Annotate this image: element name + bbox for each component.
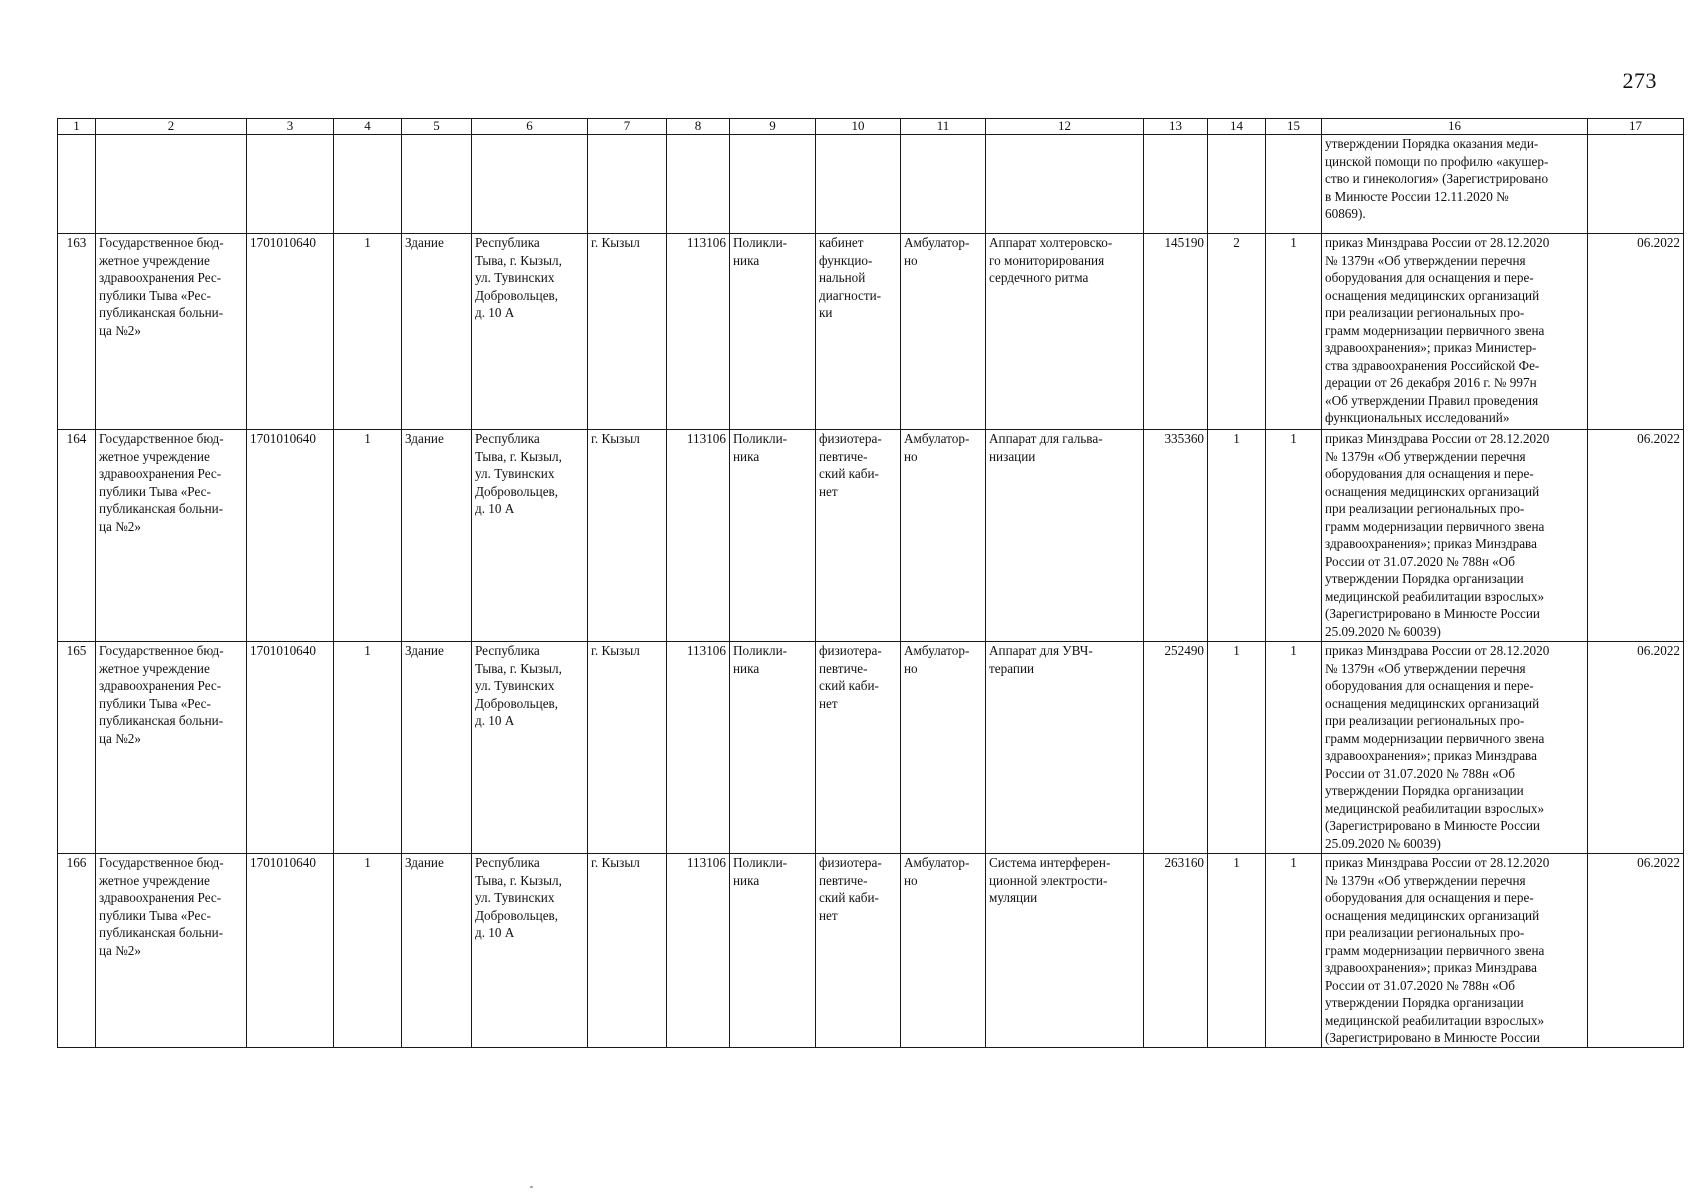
- cell-cost: 263160: [1144, 854, 1208, 1048]
- cell-equipment: Аппарат холтеровско- го мониторирования сердечного ритма: [986, 234, 1144, 430]
- column-header: 10: [816, 119, 901, 135]
- cell-col15: 1: [1266, 430, 1322, 642]
- cell-address: Республика Тыва, г. Кызыл, ул. Тувинских Добровольцев, д. 10 А: [472, 430, 588, 642]
- cell-cost: 145190: [1144, 234, 1208, 430]
- cell-care-condition: Амбулатор- но: [901, 234, 986, 430]
- cell-legal-basis: утверждении Порядка оказания меди- цинской помощи по профилю «акушер- ство и гинекология» (Зарегистрировано в Минюсте России 12.11.2020 № 60869).: [1322, 135, 1588, 234]
- cell-col4: 1: [334, 234, 402, 430]
- column-header: 15: [1266, 119, 1322, 135]
- cell-department: физиотера- певтиче- ский каби- нет: [816, 854, 901, 1048]
- cell-inn: 1701010640: [247, 430, 334, 642]
- column-header: 16: [1322, 119, 1588, 135]
- cell-empty: [1208, 135, 1266, 234]
- table-row: [58, 642, 1684, 854]
- cell-col15: 1: [1266, 854, 1322, 1048]
- cell-empty: [1266, 135, 1322, 234]
- cell-empty: [247, 135, 334, 234]
- cell-department: физиотера- певтиче- ский каби- нет: [816, 430, 901, 642]
- cell-empty: [334, 135, 402, 234]
- column-header: 7: [588, 119, 667, 135]
- cell-legal-basis: приказ Минздрава России от 28.12.2020 № 1379н «Об утверждении перечня оборудования для оснащения и пере- оснащения медицинских организаций при реализации региональных про- грамм модернизации первичного звена здравоохранения»; приказ Минздрава России от 31.07.2020 № 788н «Об утверждении Порядка организации медицинской реабилитации взрослых» (Зарегистрировано в Минюсте России 25.09.2020 № 60039): [1322, 642, 1588, 854]
- cell-empty: [901, 135, 986, 234]
- column-header: 14: [1208, 119, 1266, 135]
- cell-code: 113106: [667, 854, 730, 1048]
- cell-city: г. Кызыл: [588, 234, 667, 430]
- column-number-row: [58, 119, 1684, 135]
- table-row: [58, 234, 1684, 430]
- cell-inn: 1701010640: [247, 234, 334, 430]
- column-header: 2: [96, 119, 247, 135]
- cell-object-type: Здание: [402, 854, 472, 1048]
- column-header: 3: [247, 119, 334, 135]
- cell-equipment: Система интерферен- ционной электрости- муляции: [986, 854, 1144, 1048]
- cell-organization: Государственное бюд- жетное учреждение здравоохранения Рес- публики Тыва «Рес- публиканская больни- ца №2»: [96, 234, 247, 430]
- cell-empty: [667, 135, 730, 234]
- column-header: 8: [667, 119, 730, 135]
- cell-empty: [1144, 135, 1208, 234]
- cell-col14: 1: [1208, 642, 1266, 854]
- cell-inn: 1701010640: [247, 854, 334, 1048]
- cell-empty: [588, 135, 667, 234]
- column-header: 17: [1588, 119, 1684, 135]
- cell-organization: Государственное бюд- жетное учреждение здравоохранения Рес- публики Тыва «Рес- публиканская больни- ца №2»: [96, 430, 247, 642]
- cell-empty: [402, 135, 472, 234]
- cell-object-type: Здание: [402, 430, 472, 642]
- cell-col4: 1: [334, 642, 402, 854]
- cell-city: г. Кызыл: [588, 854, 667, 1048]
- cell-empty: [1588, 135, 1684, 234]
- cell-address: Республика Тыва, г. Кызыл, ул. Тувинских Добровольцев, д. 10 А: [472, 854, 588, 1048]
- column-header: 11: [901, 119, 986, 135]
- continuation-row: [58, 135, 1684, 234]
- cell-code: 113106: [667, 430, 730, 642]
- cell-col15: 1: [1266, 234, 1322, 430]
- column-header: 5: [402, 119, 472, 135]
- cell-cost: 335360: [1144, 430, 1208, 642]
- cell-care-condition: Амбулатор- но: [901, 642, 986, 854]
- cell-row-number: 165: [58, 642, 96, 854]
- cell-empty: [58, 135, 96, 234]
- cell-legal-basis: приказ Минздрава России от 28.12.2020 № 1379н «Об утверждении перечня оборудования для оснащения и пере- оснащения медицинских организаций при реализации региональных про- грамм модернизации первичного звена здравоохранения»; приказ Минздрава России от 31.07.2020 № 788н «Об утверждении Порядка организации медицинской реабилитации взрослых» (Зарегистрировано в Минюсте России 25.09.2020 № 60039): [1322, 430, 1588, 642]
- cell-row-number: 163: [58, 234, 96, 430]
- table-row: [58, 854, 1684, 1048]
- cell-care-condition: Амбулатор- но: [901, 854, 986, 1048]
- cell-date: 06.2022: [1588, 430, 1684, 642]
- column-header: 9: [730, 119, 816, 135]
- cell-legal-basis: приказ Минздрава России от 28.12.2020 № 1379н «Об утверждении перечня оборудования для оснащения и пере- оснащения медицинских организаций при реализации региональных про- грамм модернизации первичного звена здравоохранения»; приказ Минздрава России от 31.07.2020 № 788н «Об утверждении Порядка организации медицинской реабилитации взрослых» (Зарегистрировано в Минюсте России: [1322, 854, 1588, 1048]
- cell-department: физиотера- певтиче- ский каби- нет: [816, 642, 901, 854]
- cell-organization: Государственное бюд- жетное учреждение здравоохранения Рес- публики Тыва «Рес- публиканская больни- ца №2»: [96, 642, 247, 854]
- cell-equipment: Аппарат для гальва- низации: [986, 430, 1144, 642]
- cell-cost: 252490: [1144, 642, 1208, 854]
- column-header: 13: [1144, 119, 1208, 135]
- cell-empty: [986, 135, 1144, 234]
- cell-equipment: Аппарат для УВЧ- терапии: [986, 642, 1144, 854]
- cell-code: 113106: [667, 234, 730, 430]
- cell-address: Республика Тыва, г. Кызыл, ул. Тувинских Добровольцев, д. 10 А: [472, 642, 588, 854]
- cell-date: 06.2022: [1588, 234, 1684, 430]
- cell-object-type: Здание: [402, 642, 472, 854]
- column-header: 4: [334, 119, 402, 135]
- cell-date: 06.2022: [1588, 854, 1684, 1048]
- cell-department: кабинет функцио- нальной диагности- ки: [816, 234, 901, 430]
- cell-unit: Поликли- ника: [730, 854, 816, 1048]
- cell-code: 113106: [667, 642, 730, 854]
- cell-empty: [96, 135, 247, 234]
- cell-col4: 1: [334, 430, 402, 642]
- cell-organization: Государственное бюд- жетное учреждение здравоохранения Рес- публики Тыва «Рес- публиканская больни- ца №2»: [96, 854, 247, 1048]
- column-header: 12: [986, 119, 1144, 135]
- cell-row-number: 166: [58, 854, 96, 1048]
- cell-unit: Поликли- ника: [730, 430, 816, 642]
- cell-row-number: 164: [58, 430, 96, 642]
- cell-empty: [816, 135, 901, 234]
- cell-address: Республика Тыва, г. Кызыл, ул. Тувинских Добровольцев, д. 10 А: [472, 234, 588, 430]
- page-number: 273: [1622, 68, 1657, 93]
- cell-col15: 1: [1266, 642, 1322, 854]
- cell-col14: 2: [1208, 234, 1266, 430]
- cell-col4: 1: [334, 854, 402, 1048]
- column-header: 1: [58, 119, 96, 135]
- cell-city: г. Кызыл: [588, 642, 667, 854]
- cell-col14: 1: [1208, 854, 1266, 1048]
- cell-unit: Поликли- ника: [730, 642, 816, 854]
- cell-legal-basis: приказ Минздрава России от 28.12.2020 № 1379н «Об утверждении перечня оборудования для оснащения и пере- оснащения медицинских организаций при реализации региональных про- грамм модернизации первичного звена здравоохранения»; приказ Министер- ства здравоохранения Российской Фе- дерации от 26 декабря 2016 г. № 997н «Об утверждении Правил проведения функциональных исследований»: [1322, 234, 1588, 430]
- cell-unit: Поликли- ника: [730, 234, 816, 430]
- cell-date: 06.2022: [1588, 642, 1684, 854]
- cell-empty: [472, 135, 588, 234]
- cell-care-condition: Амбулатор- но: [901, 430, 986, 642]
- cell-city: г. Кызыл: [588, 430, 667, 642]
- column-header: 6: [472, 119, 588, 135]
- table-row: [58, 430, 1684, 642]
- cell-col14: 1: [1208, 430, 1266, 642]
- cell-empty: [730, 135, 816, 234]
- cell-inn: 1701010640: [247, 642, 334, 854]
- equipment-table: [57, 118, 1684, 1048]
- scan-speck: [530, 1186, 533, 1188]
- cell-object-type: Здание: [402, 234, 472, 430]
